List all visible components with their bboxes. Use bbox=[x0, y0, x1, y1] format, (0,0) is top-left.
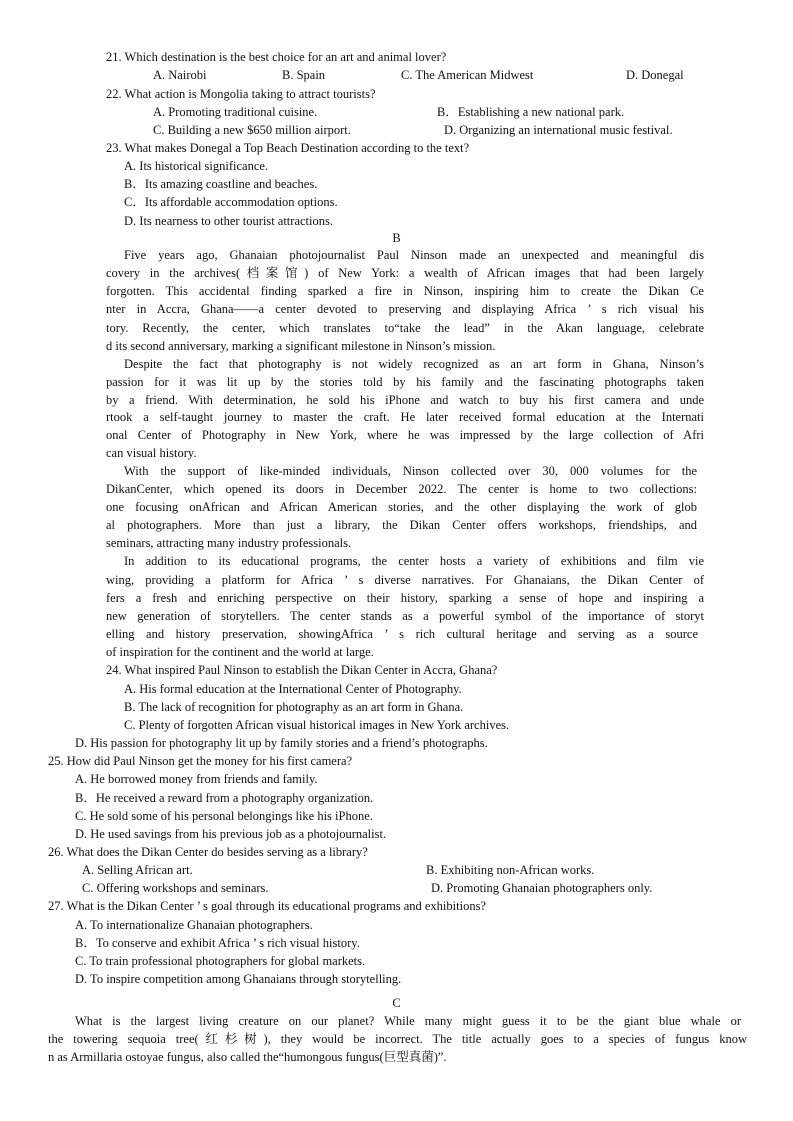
question-22-option-a: A. Promoting traditional cuisine. bbox=[153, 105, 318, 119]
question-26-option-b: B. Exhibiting non-African works. bbox=[426, 863, 595, 877]
question-25-option-a: A. He borrowed money from friends and family. bbox=[75, 772, 318, 786]
passage-b-line: DikanCenter, which opened its doors in December 2022. The center is home to two collections: bbox=[106, 482, 697, 496]
question-22-stem: 22. What action is Mongolia taking to attract tourists? bbox=[106, 87, 376, 101]
question-21-option-d: D. Donegal bbox=[626, 68, 684, 82]
question-23-option-d: D. Its nearness to other tourist attractions. bbox=[124, 214, 333, 228]
passage-b-line: With the support of like-minded individuals, Ninson collected over 30, 000 volumes for the bbox=[124, 464, 697, 478]
passage-b-line: new generation of storytellers. The center stands as a powerful symbol of the importance of storyt bbox=[106, 609, 704, 623]
question-27-option-c: C. To train professional photographers for global markets. bbox=[75, 954, 366, 968]
question-21-option-c: C. The American Midwest bbox=[401, 68, 534, 82]
passage-b-line: of inspiration for the continent and the world at large. bbox=[106, 645, 374, 659]
question-23-stem: 23. What makes Donegal a Top Beach Destination according to the text? bbox=[106, 141, 470, 155]
question-25-stem: 25. How did Paul Ninson get the money for his first camera? bbox=[48, 754, 353, 768]
question-22-option-c: C. Building a new $650 million airport. bbox=[153, 123, 351, 137]
section-c-heading: C bbox=[392, 996, 401, 1010]
passage-b-line: tory. Recently, the center, which translates to“take the lead” in the Akan language, celebrate bbox=[106, 321, 704, 335]
question-21-option-b: B. Spain bbox=[282, 68, 326, 82]
passage-b-line: elling and history preservation, showingAfrica ’ s rich cultural heritage and serving as a source bbox=[106, 627, 698, 641]
passage-b-line: Five years ago, Ghanaian photojournalist Paul Ninson made an unexpected and meaningful dis bbox=[124, 248, 704, 262]
question-22-option-b: B．Establishing a new national park. bbox=[437, 105, 625, 119]
passage-b-line: passion for it was lit up by the stories told by his family and the fascinating photographs taken bbox=[106, 375, 704, 389]
question-27-option-d: D. To inspire competition among Ghanaians through storytelling. bbox=[75, 972, 402, 986]
passage-b-line: one focusing onAfrican and African American stories, and the other displaying the work of glob bbox=[106, 500, 697, 514]
question-24-option-a: A. His formal education at the International Center of Photography. bbox=[124, 682, 462, 696]
passage-b-line: onal Center of Photography in New York, where he was impressed by the large collection of Afri bbox=[106, 428, 704, 442]
question-27-option-b: B．To conserve and exhibit Africa ’ s rich visual history. bbox=[75, 936, 360, 950]
passage-b-line: al photographers. More than just a library, the Dikan Center offers workshops, friendships, and bbox=[106, 518, 697, 532]
question-26-option-a: A. Selling African art. bbox=[82, 863, 193, 877]
passage-c-line: the towering sequoia tree(红杉树), they would be incorrect. The title actually goes to a species of fungus know bbox=[48, 1032, 747, 1046]
question-26-option-d: D. Promoting Ghanaian photographers only. bbox=[431, 881, 653, 895]
passage-b-line: d its second anniversary, marking a significant milestone in Ninson’s mission. bbox=[106, 339, 496, 353]
passage-b-line: seminars, attracting many industry professionals. bbox=[106, 536, 352, 550]
passage-c-line: What is the largest living creature on our planet? While many might guess it to be the giant blue whale or bbox=[75, 1014, 741, 1028]
passage-b-line: nter in Accra, Ghana——a center devoted to preserving and displaying Africa ’ s rich visual his bbox=[106, 302, 704, 316]
passage-b-line: rtook a self-taught journey to master the craft. He later received formal education at the Internati bbox=[106, 410, 704, 424]
question-27-stem: 27. What is the Dikan Center ’ s goal through its educational programs and exhibitions? bbox=[48, 899, 486, 913]
question-21-option-a: A. Nairobi bbox=[153, 68, 207, 82]
question-24-option-b: B. The lack of recognition for photography as an art form in Ghana. bbox=[124, 700, 464, 714]
question-23-option-a: A. Its historical significance. bbox=[124, 159, 269, 173]
question-26-stem: 26. What does the Dikan Center do besides serving as a library? bbox=[48, 845, 368, 859]
passage-b-line: wing, providing a platform for Africa ’ s diverse narratives. For Ghanaians, the Dikan Center of bbox=[106, 573, 704, 587]
passage-c-line: n as Armillaria ostoyae fungus, also called the“humongous fungus(巨型真菌)”. bbox=[48, 1050, 447, 1064]
passage-b-line: by a friend. With determination, he sold his iPhone and watch to buy his first camera and unde bbox=[106, 393, 704, 407]
question-25-option-b: B．He received a reward from a photography organization. bbox=[75, 791, 374, 805]
question-23-option-b: B．Its amazing coastline and beaches. bbox=[124, 177, 318, 191]
passage-b-line: Despite the fact that photography is not widely recognized as an art form in Ghana, Ninson’s bbox=[124, 357, 704, 371]
passage-b-line: fers a fresh and enriching perspective on their history, sparking a sense of hope and inspiring a bbox=[106, 591, 704, 605]
question-24-option-d: D. His passion for photography lit up by family stories and a friend’s photographs. bbox=[75, 736, 488, 750]
question-23-option-c: C．Its affordable accommodation options. bbox=[124, 195, 338, 209]
question-27-option-a: A. To internationalize Ghanaian photographers. bbox=[75, 918, 313, 932]
question-22-option-d: D. Organizing an international music festival. bbox=[444, 123, 673, 137]
question-24-option-c: C. Plenty of forgotten African visual historical images in New York archives. bbox=[124, 718, 510, 732]
question-25-option-c: C. He sold some of his personal belongings like his iPhone. bbox=[75, 809, 373, 823]
section-b-heading: B bbox=[392, 231, 401, 245]
passage-b-line: covery in the archives(档案馆) of New York: a wealth of African images that had been largely bbox=[106, 266, 704, 280]
question-21-stem: 21. Which destination is the best choice for an art and animal lover? bbox=[106, 50, 447, 64]
passage-b-line: In addition to its educational programs, the center hosts a variety of exhibitions and film vie bbox=[124, 554, 704, 568]
question-24-stem: 24. What inspired Paul Ninson to establish the Dikan Center in Accra, Ghana? bbox=[106, 663, 498, 677]
passage-b-line: forgotten. This accidental finding sparked a fire in Ninson, inspiring him to create the Dikan Ce bbox=[106, 284, 704, 298]
question-25-option-d: D. He used savings from his previous job as a photojournalist. bbox=[75, 827, 387, 841]
passage-b-line: can visual history. bbox=[106, 446, 197, 460]
question-26-option-c: C. Offering workshops and seminars. bbox=[82, 881, 269, 895]
